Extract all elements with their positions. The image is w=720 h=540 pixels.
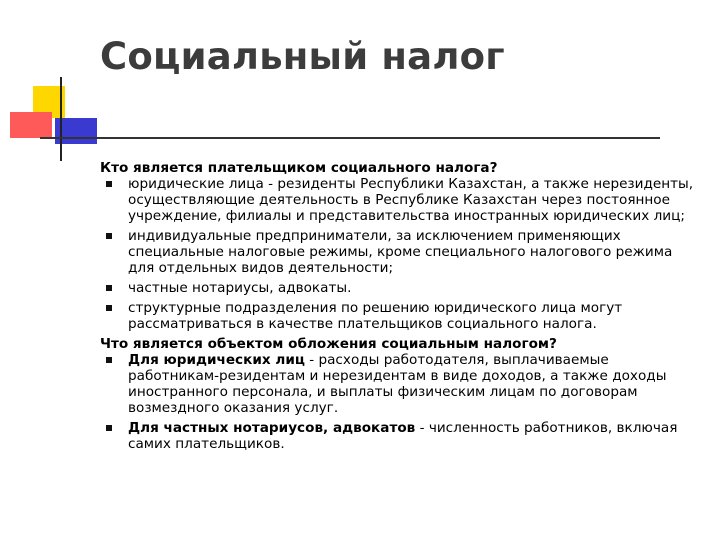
- square-bullet-icon: [106, 305, 112, 311]
- decor-vertical-line: [60, 77, 62, 161]
- slide-title: Социальный налог: [100, 35, 505, 78]
- list-item: [100, 176, 700, 224]
- list-item: [100, 300, 700, 332]
- tax-object-list: [100, 352, 700, 452]
- payers-list: [100, 176, 700, 332]
- square-bullet-icon: [106, 233, 112, 239]
- list-item: [100, 280, 700, 296]
- list-item-text: структурные подразделения по решению юридического лица могут рассматриваться в качестве плательщиков социального налога.: [128, 300, 623, 332]
- list-item-text: - расходы работодателя, выплачиваемые работникам-резидентам и нерезидентам в виде доходов, а также доходы иностранного персонала, и выплаты физическим лицам по договорам возмездного оказания услуг.: [128, 352, 667, 416]
- list-item: [100, 228, 700, 276]
- square-bullet-icon: [106, 181, 112, 187]
- square-bullet-icon: [106, 425, 112, 431]
- list-item-text: - численность работников, включая самих плательщиков.: [128, 420, 678, 452]
- list-item: [100, 352, 700, 416]
- square-bullet-icon: [106, 285, 112, 291]
- list-item-bold-label: Для юридических лиц: [128, 352, 305, 368]
- question-payers: Кто является плательщиком социального налога?: [100, 160, 498, 176]
- list-item-text: индивидуальные предприниматели, за исключением применяющих специальные налоговые режимы, кроме специального налогового режима для отдельных видов деятельности;: [128, 228, 673, 276]
- title-underline: [40, 137, 660, 139]
- slide-content: [100, 160, 700, 456]
- decor-red-rectangle: [10, 112, 52, 138]
- list-item: [100, 420, 700, 452]
- list-item-bold-label: Для частных нотариусов, адвокатов: [128, 420, 416, 436]
- list-item-text: частные нотариусы, адвокаты.: [128, 280, 352, 296]
- square-bullet-icon: [106, 357, 112, 363]
- list-item-text: юридические лица - резиденты Республики Казахстан, а также нерезиденты, осуществляющие деятельность в Республике Казахстан через постоянное учреждение, филиалы и представительства иностранных юридических лиц;: [128, 176, 694, 224]
- question-tax-object: Что является объектом обложения социальным налогом?: [100, 336, 557, 352]
